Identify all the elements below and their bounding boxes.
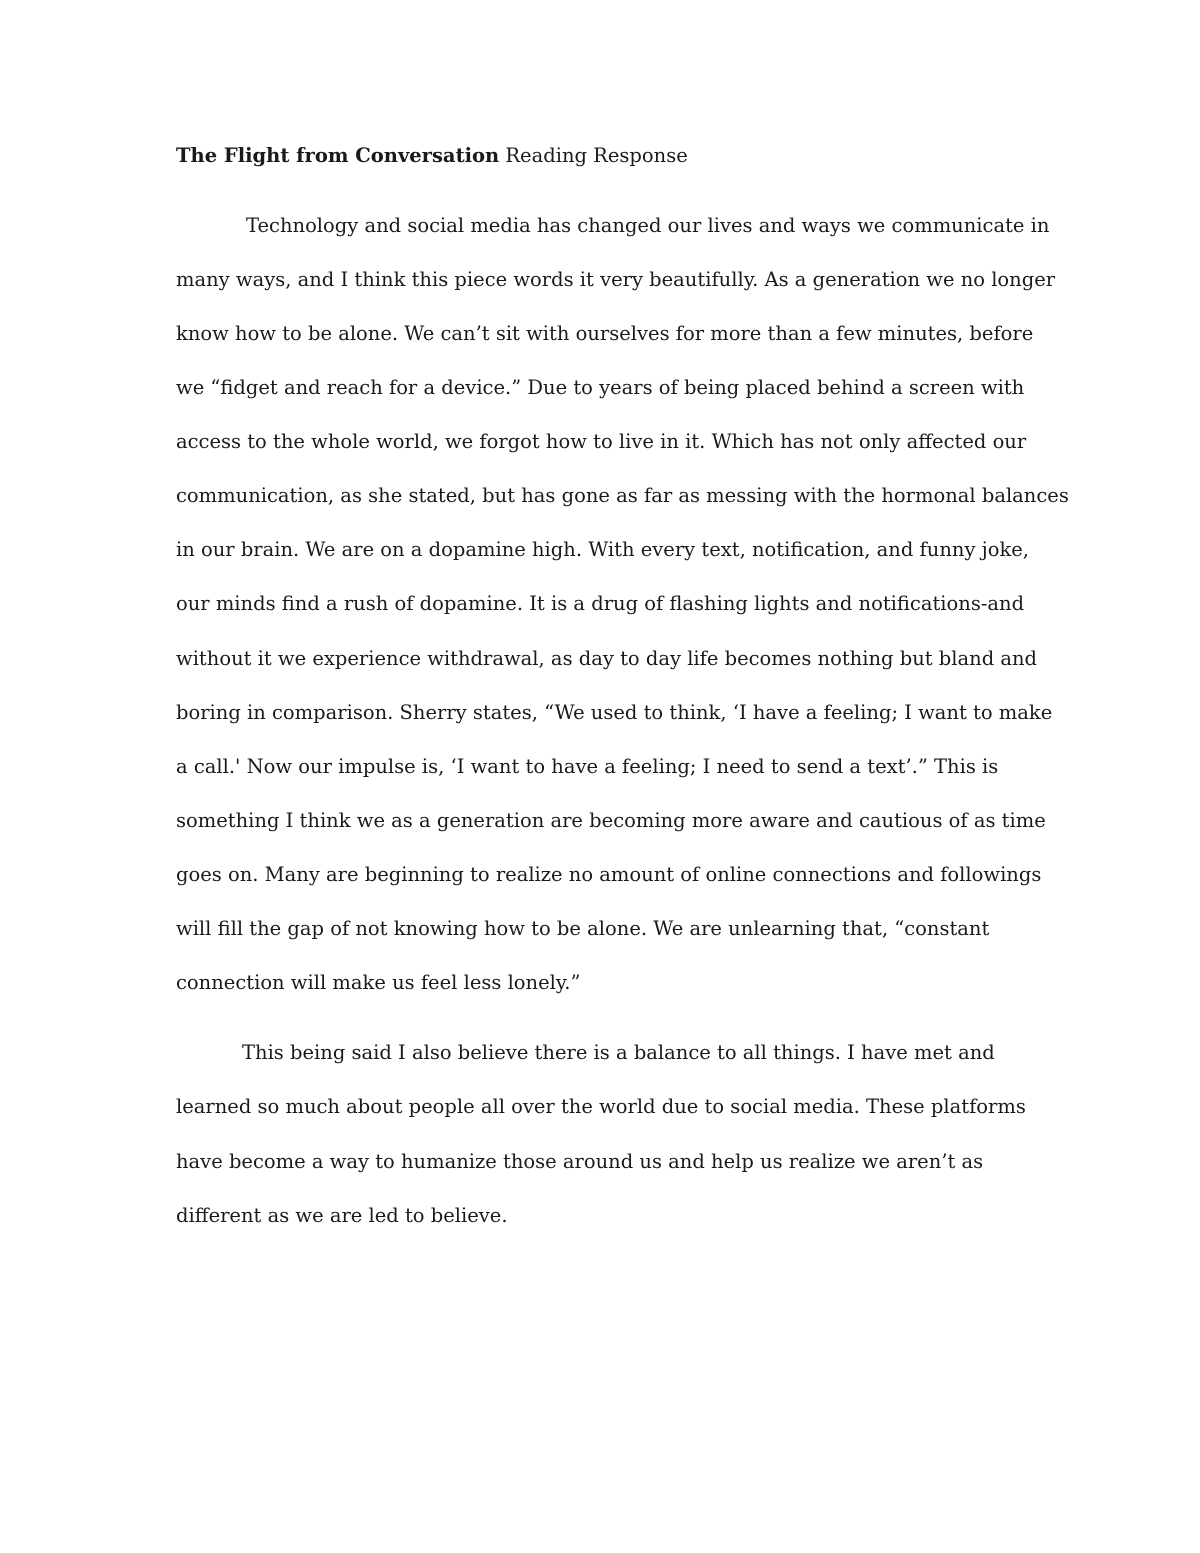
paragraph-1-line-9: without it we experience withdrawal, as day to day life becomes nothing but bland and: [176, 647, 1038, 670]
paragraph-1-line-14: will fill the gap of not knowing how to be alone. We are unlearning that, “constant: [176, 917, 990, 940]
paragraph-1-line-15: connection will make us feel less lonely.”: [176, 971, 581, 994]
paragraph-1-line-7: in our brain. We are on a dopamine high. With every text, notification, and funny joke,: [176, 538, 1030, 561]
paragraph-1-line-4: we “fidget and reach for a device.” Due to years of being placed behind a screen with: [176, 376, 1025, 399]
paragraph-1-line-3: know how to be alone. We can’t sit with ourselves for more than a few minutes, before: [176, 322, 1034, 345]
paragraph-1-line-2: many ways, and I think this piece words it very beautifully. As a generation we no longer: [176, 268, 1056, 291]
title-subtitle-text: Reading Response: [499, 144, 688, 167]
title-bold-text: The Flight from Conversation: [176, 144, 500, 167]
paragraph-2-line-4: different as we are led to believe.: [176, 1204, 508, 1227]
paragraph-1-line-10: boring in comparison. Sherry states, “We used to think, ‘I have a feeling; I want to make: [176, 701, 1053, 724]
paragraph-2-line-1: This being said I also believe there is a balance to all things. I have met and: [242, 1041, 995, 1064]
paragraph-1-line-5: access to the whole world, we forgot how to live in it. Which has not only affected our: [176, 430, 1027, 453]
document-title: [176, 141, 688, 171]
paragraph-1-line-12: something I think we as a generation are becoming more aware and cautious of as time: [176, 809, 1046, 832]
paragraph-1-line-8: our minds find a rush of dopamine. It is a drug of flashing lights and notifications-and: [176, 592, 1025, 615]
paragraph-2-line-2: learned so much about people all over the world due to social media. These platforms: [176, 1095, 1026, 1118]
paragraph-1-line-11: a call.' Now our impulse is, ‘I want to have a feeling; I need to send a text’.” This is: [176, 755, 999, 778]
paragraph-1-line-1: Technology and social media has changed our lives and ways we communicate in: [246, 214, 1050, 237]
paragraph-1-line-6: communication, as she stated, but has gone as far as messing with the hormonal balances: [176, 484, 1069, 507]
paragraph-2-line-3: have become a way to humanize those around us and help us realize we aren’t as: [176, 1150, 984, 1173]
paragraph-1-line-13: goes on. Many are beginning to realize no amount of online connections and followings: [176, 863, 1042, 886]
